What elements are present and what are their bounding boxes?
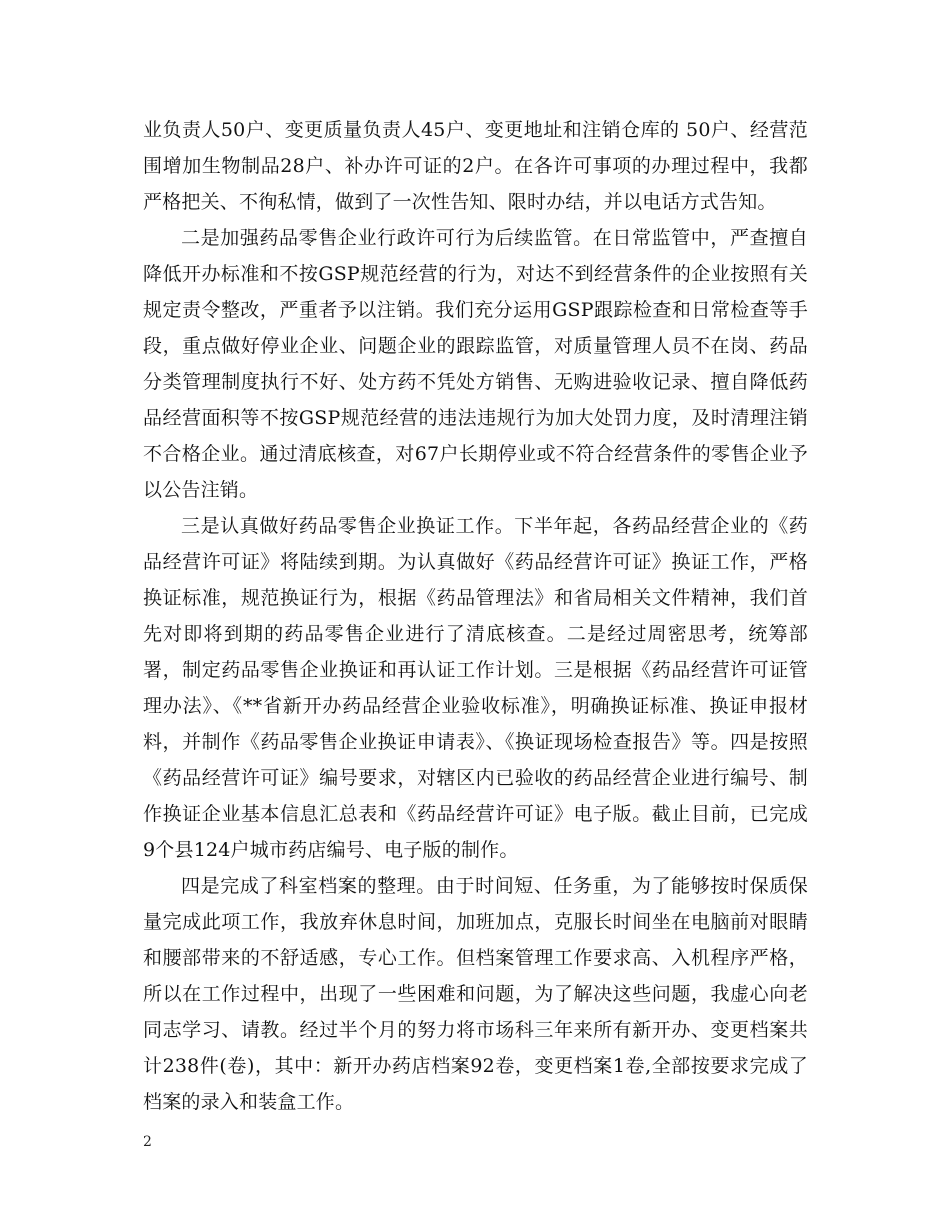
paragraph-license-renewal: 三是认真做好药品零售企业换证工作。下半年起，各药品经营企业的《药品经营许可证》将陆续到期。为认真做好《药品经营许可证》换证工作，严格换证标准，规范换证行为，根据《药品管理法》和省局相关文件精神，我们首先对即将到期的药品零售企业进行了清底核查。二是经过周密思考，统筹部署，制定药品零售企业换证和再认证工作计划。三是根据《药品经营许可证管理办法》、《**省新开办药品经营企业验收标准》，明确换证标准、换证申报材料，并制作《药品零售企业换证申请表》、《换证现场检查报告》等。四是按照《药品经营许可证》编号要求，对辖区内已验收的药品经营企业进行编号、制作换证企业基本信息汇总表和《药品经营许可证》电子版。截止目前，已完成9个县124户城市药店编号、电子版的制作。	[143, 515, 808, 861]
document-body	[143, 112, 808, 1120]
page-number: 2	[143, 1134, 152, 1150]
paragraph-supervision: 二是加强药品零售企业行政许可行为后续监管。在日常监管中，严查擅自降低开办标准和不按GSP规范经营的行为，对达不到经营条件的企业按照有关规定责令整改，严重者予以注销。我们充分运用GSP跟踪检查和日常检查等手段，重点做好停业企业、问题企业的跟踪监管，对质量管理人员不在岗、药品分类管理制度执行不好、处方药不凭处方销售、无购进验收记录、擅自降低药品经营面积等不按GSP规范经营的违法违规行为加大处罚力度，及时清理注销不合格企业。通过清底核查，对67户长期停业或不符合经营条件的零售企业予以公告注销。	[143, 227, 808, 501]
paragraph-archives: 四是完成了科室档案的整理。由于时间短、任务重，为了能够按时保质保量完成此项工作，我放弃休息时间，加班加点，克服长时间坐在电脑前对眼睛和腰部带来的不舒适感，专心工作。但档案管理工作要求高、入机程序严格，所以在工作过程中，出现了一些困难和问题，为了解决这些问题，我虚心向老同志学习、请教。经过半个月的努力将市场科三年来所有新开办、变更档案共计238件(卷)，其中：新开办药店档案92卷，变更档案1卷,全部按要求完成了档案的录入和装盒工作。	[143, 875, 808, 1113]
paragraph-continued: 业负责人50户、变更质量负责人45户、变更地址和注销仓库的 50户、经营范围增加生物制品28户、补办许可证的2户。在各许可事项的办理过程中，我都严格把关、不徇私情，做到了一次性告知、限时办结，并以电话方式告知。	[143, 119, 808, 213]
